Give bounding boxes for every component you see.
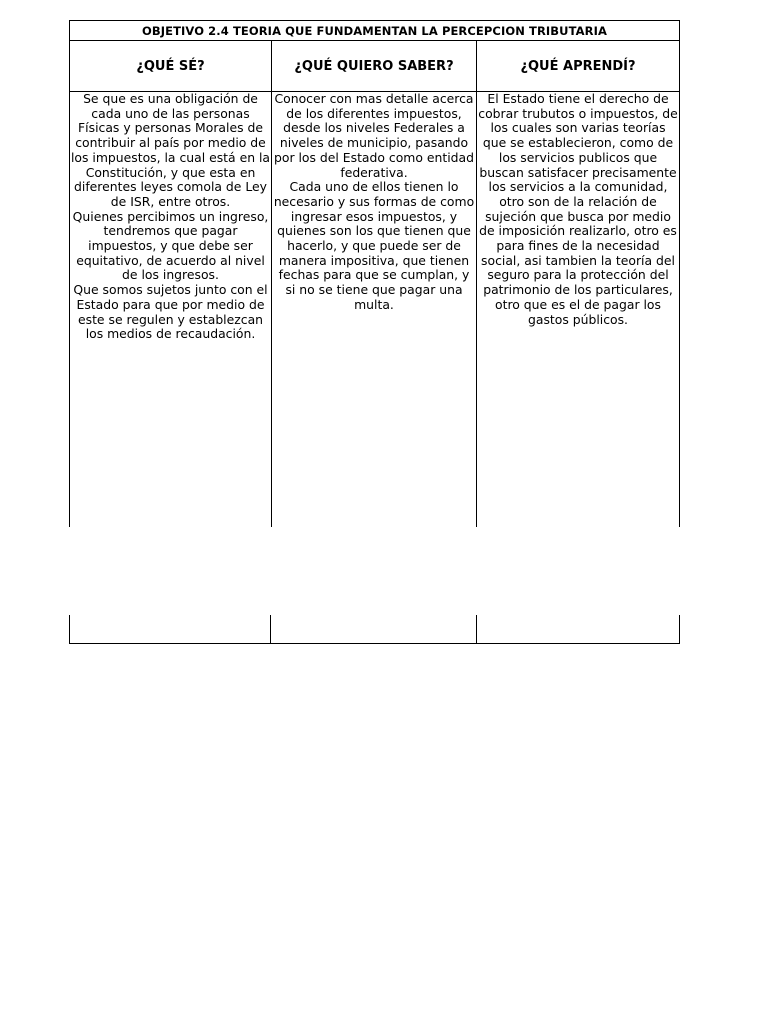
quiero-saber-paragraph: Conocer con mas detalle acerca de los diferentes impuestos, desde los niveles Federales a niveles de municipio, pasando por los del Estado como entidad federativa.: [274, 92, 474, 180]
document-table: [69, 20, 680, 527]
empty-cell: [70, 615, 270, 643]
que-se-paragraph: Quienes percibimos un ingreso, tendremos que pagar impuestos, y que debe ser equitativo, de acuerdo al nivel de los ingresos.: [72, 208, 269, 283]
document-title: OBJETIVO 2.4 TEORIA QUE FUNDAMENTAN LA PERCEPCION TRIBUTARIA: [69, 20, 680, 41]
header-que-aprendi: ¿QUÉ APRENDÍ?: [476, 41, 679, 91]
empty-cell: [476, 615, 679, 643]
table-bottom-row: [69, 615, 680, 644]
content-row: [69, 92, 680, 527]
que-se-paragraph: Que somos sujetos junto con el Estado para que por medio de este se regulen y establezcan los medios de recaudación.: [73, 282, 268, 342]
cell-que-aprendi: [476, 92, 679, 527]
cell-que-quiero-saber: [271, 92, 476, 527]
header-que-quiero-saber: ¿QUÉ QUIERO SABER?: [271, 41, 476, 91]
quiero-saber-paragraph: Cada uno de ellos tienen lo necesario y sus formas de como ingresar esos impuestos, y quienes son los que tienen que hacerlo, y que puede ser de manera impositiva, que tienen fechas para que se cumplan, y si no se tiene que pagar una multa.: [273, 179, 475, 312]
header-row: [69, 41, 680, 92]
header-que-se: ¿QUÉ SÉ?: [136, 58, 205, 74]
que-se-paragraph: Se que es una obligación de cada uno de las personas Físicas y personas Morales de contribuir al país por medio de los impuestos, la cual está en la Constitución, y que esta en diferentes leyes comola de Ley de ISR, entre otros.: [70, 92, 271, 209]
cell-que-se: [70, 92, 271, 527]
empty-cell: [270, 615, 475, 643]
aprendi-paragraph: El Estado tiene el derecho de cobrar trubutos o impuestos, de los cuales son varias teorías que se establecieron, como de los servicios publicos que buscan satisfacer precisamente los servicios a la comunidad, otro son de la relación de sujeción que busca por medio de imposición realizarlo, otro es para fines de la necesidad social, asi tambien la teoría del seguro para la protección del patrimonio de los particulares, otro que es el de pagar los gastos públicos.: [478, 92, 678, 327]
